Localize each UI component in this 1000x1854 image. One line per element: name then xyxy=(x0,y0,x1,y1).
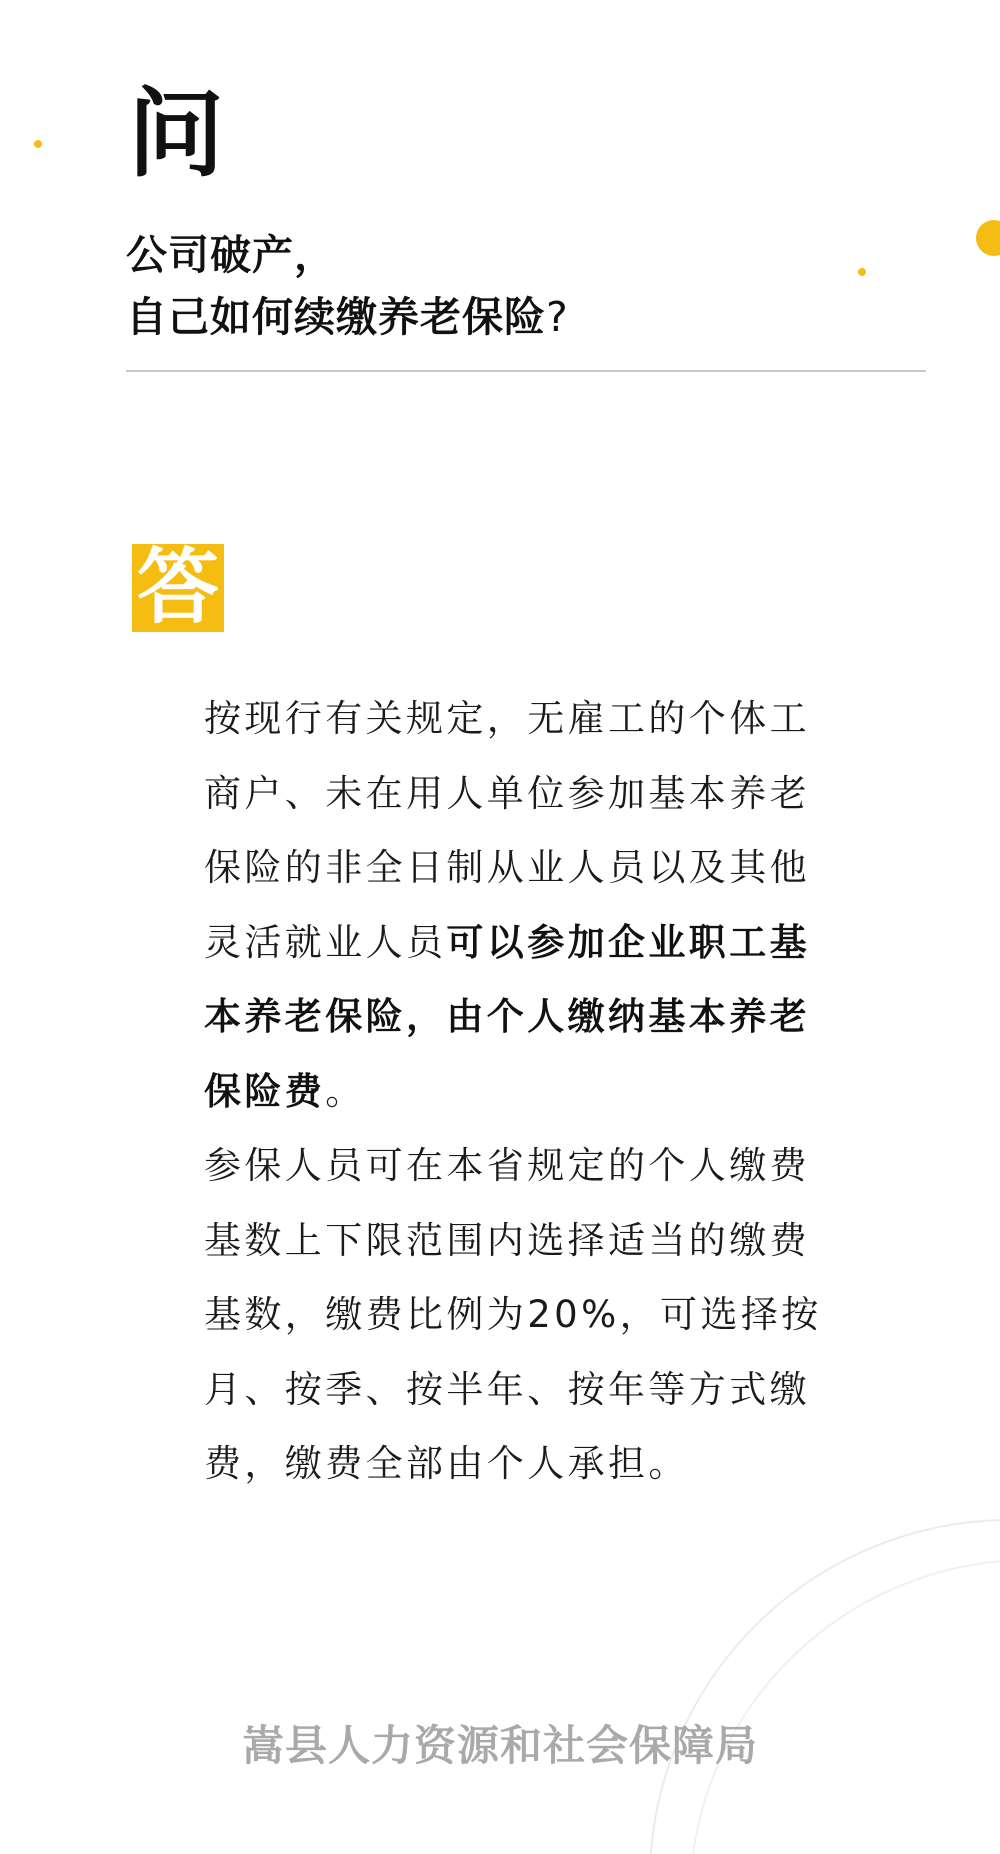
decor-circle-inner xyxy=(690,1560,1000,1854)
answer-p1-end: 。 xyxy=(325,1069,366,1113)
answer-paragraph-2: 参保人员可在本省规定的个人缴费基数上下限范围内选择适当的缴费基数，缴费比例为20%，可选择按月、按季、按半年、按年等方式缴费，缴费全部由个人承担。 xyxy=(204,1144,822,1485)
question-divider xyxy=(126,370,926,372)
question-title-line2 xyxy=(126,286,569,348)
answer-glyph xyxy=(132,544,224,632)
question-title-line1: 公司破产， xyxy=(126,231,336,279)
decor-dot-right-large xyxy=(976,220,1000,256)
answer-paragraph-1 xyxy=(204,682,836,1129)
decor-dot-left xyxy=(34,140,42,148)
answer-p1-bold: 可以参加企业职工基本养老保险，由个人缴纳基本养老保险费 xyxy=(204,920,811,1113)
footer-org: 嵩县人力资源和社会保障局 xyxy=(241,1721,758,1770)
question-title-line2-text: 自己如何续缴养老保险 xyxy=(126,293,546,341)
decor-circle-outer xyxy=(650,1520,1000,1854)
answer-glyph-text: 答 xyxy=(136,544,219,632)
question-title xyxy=(126,224,569,348)
decor-dot-right-small xyxy=(858,268,866,276)
answer-p1-normal: 按现行有关规定，无雇工的个体工商户、未在用人单位参加基本养老保险的非全日制从业人员以及其他灵活就业人员 xyxy=(204,697,810,964)
question-mark: ? xyxy=(546,293,569,341)
question-glyph: 问 xyxy=(128,78,224,190)
answer-body xyxy=(204,682,836,1502)
